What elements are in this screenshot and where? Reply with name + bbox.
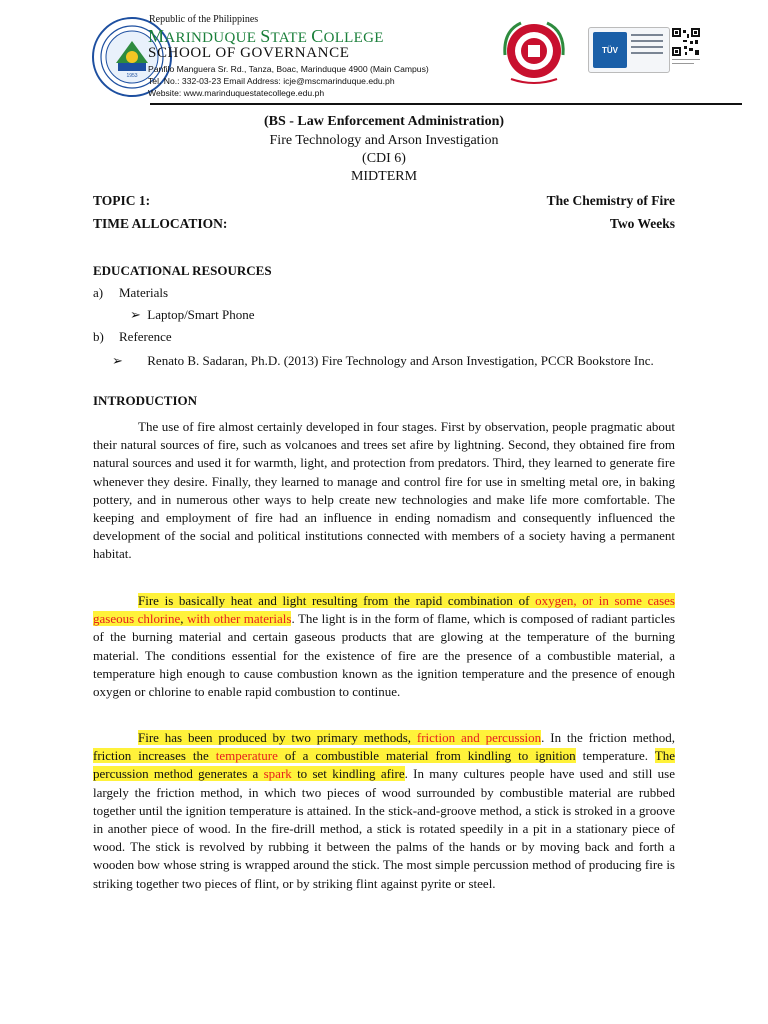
intro-paragraph-3: Fire has been produced by two primary methods, friction and percussion. In the friction method, friction increases the temperature of a combustible material from kindling to ignition temperature. The percussion method generates a spark to set kindling afire. In many cultures people have used and still use largely the friction method, in which two pieces of wood surrounded by combustible material are rubbed together until the ignition temperature is attained. In the stick-and-groove method, a stick is stroked in a groove in another piece of wood. In the fire-drill method, a stick is rotated speedily in a pit in a stationary piece of wood. The stick is revolved by rubbing it between the palms of the hands or by moving back and forth a wooden bow whose string is wrapped around the stick. The most simple percussion method of producing fire is striking together two pieces of flint, or by striking flint against pyrite or steel. (93, 730, 675, 891)
term-title: MIDTERM (350, 169, 418, 184)
topic-value: The Chemistry of Fire (546, 193, 675, 208)
college-name: MARINDUQUE STATE COLLEGE (148, 26, 384, 46)
program-title: (BS - Law Enforcement Administration) (263, 114, 505, 129)
time-allocation-row (93, 216, 675, 232)
introduction-heading: INTRODUCTION (93, 393, 198, 408)
intro-paragraph-1: The use of fire almost certainly developed in four stages. First by observation, people pragmatic about their natural sources of fire, such as volcanoes and trees set afire by lightning. Second, they obtained fire from natural sources and used it for warmth, light, and protection from predators. Third, they learned to generate fire whenever they desire. Finally, they learned to manage and control fire for use in smelting metal ore, in baking pottery, and in numerous other ways to help create new technologies and make life more comfortable. The keeping and employment of fire had an influence in ending nomadism and consequently influenced the development of the social and political institutions connected with members of a society having a permanent habitat. (93, 419, 675, 562)
letterhead (148, 14, 429, 99)
address-line: Panfilo Manguera Sr. Rd., Tanza, Boac, Marinduque 4900 (Main Campus) (148, 64, 429, 74)
contact-block (148, 63, 429, 99)
time-allocation-label: TIME ALLOCATION: (93, 216, 228, 231)
republic-line: Republic of the Philippines (149, 14, 259, 25)
topic-row (93, 193, 675, 209)
website-line: Website: www.marinduquestatecollege.edu.ph (148, 88, 325, 98)
qr-code-icon (672, 28, 700, 70)
school-name: SCHOOL OF GOVERNANCE (148, 45, 350, 61)
iso-certification-badge (588, 27, 670, 73)
school-of-governance-logo (497, 17, 571, 87)
svg-text:1953: 1953 (126, 73, 138, 79)
header-divider (150, 103, 742, 105)
tuv-badge-icon: TÜV (593, 32, 627, 68)
resources-heading: EDUCATIONAL RESOURCES (93, 263, 272, 278)
time-allocation-value: Two Weeks (609, 216, 675, 231)
intro-paragraph-2: Fire is basically heat and light resulting from the rapid combination of oxygen, or in some cases gaseous chlorine, with other materials. The light is in the form of flame, which is composed of radiant particles of the burning material and certain gaseous products that are glowing at the temperature of the burning material. The conditions essential for the existence of fire are the presence of a combustible material, a temperature high enough to cause combustion known as the ignition temperature and the presence of enough oxygen or chlorine to enable rapid combustion to continue. (93, 593, 676, 700)
materials-label: a) Materials (93, 285, 169, 300)
arrow-bullet-icon: ➢ (112, 353, 123, 368)
tel-line: Tel. No.: 332-03-23 Email Address: icje@mscmarinduque.edu.ph (148, 76, 395, 86)
reference-label: b) Reference (93, 329, 172, 344)
materials-item: ➢ Laptop/Smart Phone (130, 307, 255, 322)
course-code: (CDI 6) (362, 151, 406, 166)
arrow-bullet-icon: ➢ (130, 307, 141, 322)
course-title: Fire Technology and Arson Investigation (269, 133, 499, 148)
reference-item: ➢ Renato B. Sadaran, Ph.D. (2013) Fire Technology and Arson Investigation, PCCR Bookstore Inc. (112, 353, 654, 368)
topic-label: TOPIC 1: (93, 193, 151, 208)
